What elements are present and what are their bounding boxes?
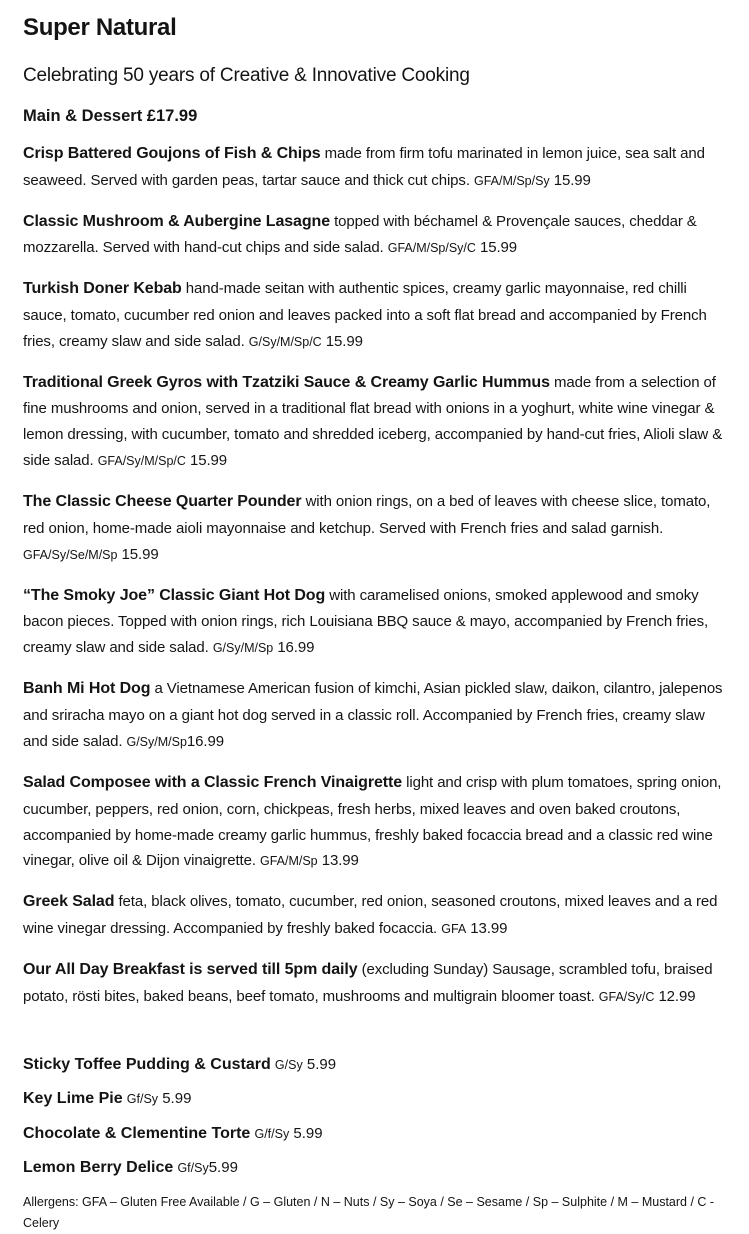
item-description: light and crisp with plum tomatoes, spring onion, cucumber, peppers, red onion, corn, chickpeas, fresh herbs, mixed leaves and oven baked croutons, accompanied by home-made creamy garlic hummus, freshly baked focaccia bread and a classic red wine vinegar, olive oil & Dijon vinaigrette.: [23, 773, 722, 870]
item-allergen-codes: GFA/M/Sp: [259, 854, 318, 869]
menu-item: [23, 675, 725, 755]
item-description: made from firm tofu marinated in lemon juice, sea salt and seaweed. Served with garden peas, tartar sauce and thick cut chips.: [23, 145, 705, 189]
dessert-allergen-codes: G/Sy: [274, 1057, 303, 1072]
menu-item: [23, 140, 725, 194]
menu-item: [23, 956, 725, 1010]
item-allergen-codes: GFA/Sy/Se/M/Sp: [23, 547, 118, 562]
item-description: with caramelised onions, smoked applewood and smoky bacon pieces. Topped with onion rings, rich Louisiana BBQ sauce & mayo, accompanied by French fries, creamy slaw and side salad.: [23, 586, 709, 657]
item-name: “The Smoky Joe” Classic Giant Hot Dog: [23, 586, 326, 604]
dessert-price: 5.99: [302, 1055, 337, 1073]
dessert-item: [23, 1088, 725, 1110]
desserts-list: [23, 1054, 725, 1179]
item-price: 12.99: [654, 987, 696, 1005]
item-price: 15.99: [475, 239, 518, 257]
item-name: Turkish Doner Kebab: [23, 280, 182, 298]
item-allergen-codes: G/Sy/M/Sp: [212, 641, 274, 656]
menu-item: [23, 582, 725, 662]
item-description: feta, black olives, tomato, cucumber, red onion, seasoned croutons, mixed leaves and a red wine vinegar dressing. Accompanied by freshly baked focaccia.: [23, 893, 718, 938]
item-allergen-codes: G/Sy/M/Sp: [126, 734, 187, 749]
dessert-name: Chocolate & Clementine Torte: [23, 1124, 251, 1142]
dessert-allergen-codes: G/f/Sy: [254, 1126, 290, 1141]
menu-item: [23, 488, 725, 568]
dessert-name: Lemon Berry Delice: [23, 1159, 174, 1177]
item-description: made from a selection of fine mushrooms and onion, served in a traditional flat bread with onions in a yoghurt, white wine vinegar & lemon dressing, with cucumber, tomato and shredded iceberg, accompanied by hand-cut fries, Alioli slaw & side salad.: [23, 373, 723, 470]
allergen-key: Allergens: GFA – Gluten Free Available / G – Gluten / N – Nuts / Sy – Soya / Se – Sesame / Sp – Sulphite / M – Mustard / C - Celery: [23, 1194, 715, 1231]
item-price: 15.99: [321, 332, 363, 350]
item-name: Our All Day Breakfast is served till 5pm daily: [23, 960, 358, 978]
dessert-name: Sticky Toffee Pudding & Custard: [23, 1055, 271, 1073]
item-price: 16.99: [186, 732, 224, 750]
dessert-allergen-codes: Gf/Sy: [126, 1092, 159, 1107]
menu-item: [23, 275, 725, 355]
item-name: Banh Mi Hot Dog: [23, 680, 151, 698]
dessert-price: 5.99: [289, 1124, 323, 1142]
item-price: 13.99: [317, 852, 359, 870]
item-allergen-codes: GFA/M/Sp/Sy/C: [387, 241, 476, 256]
deal-heading: Main & Dessert £17.99: [23, 107, 198, 125]
page-title: Super Natural: [23, 14, 177, 41]
dessert-price: 5.99: [208, 1159, 238, 1177]
item-description: hand-made seitan with authentic spices, creamy garlic mayonnaise, red chilli sauce, tomato, cucumber red onion and leaves packed into a soft flat bread and accompanied by French fries, creamy slaw and side salad.: [23, 280, 707, 350]
menu-item: [23, 208, 725, 262]
item-description: topped with béchamel & Provençale sauces, cheddar & mozzarella. Served with hand-cut chips and side salad.: [23, 212, 697, 257]
page-subtitle: Celebrating 50 years of Creative & Innovative Cooking: [23, 65, 470, 86]
menu-item: [23, 769, 725, 874]
menu-item: [23, 888, 725, 942]
item-name: Classic Mushroom & Aubergine Lasagne: [23, 212, 330, 230]
item-price: 15.99: [185, 452, 228, 470]
item-price: 15.99: [549, 171, 591, 189]
item-allergen-codes: G/Sy/M/Sp/C: [248, 334, 322, 349]
item-allergen-codes: GFA/M/Sp/Sy: [473, 173, 550, 188]
dessert-item: [23, 1054, 725, 1076]
menu-item: [23, 369, 725, 474]
item-description: a Vietnamese American fusion of kimchi, Asian pickled slaw, daikon, cilantro, jalepenos and sriracha mayo on a giant hot dog served in a classic roll. Accompanied by French fries, creamy slaw and side salad.: [23, 680, 723, 750]
mains-list: [23, 140, 725, 1010]
item-name: Greek Salad: [23, 893, 115, 911]
item-price: 13.99: [466, 920, 508, 938]
item-name: Crisp Battered Goujons of Fish & Chips: [23, 145, 321, 162]
item-allergen-codes: GFA/Sy/C: [598, 989, 655, 1004]
item-name: The Classic Cheese Quarter Pounder: [23, 493, 302, 511]
dessert-name: Key Lime Pie: [23, 1090, 123, 1108]
item-price: 16.99: [273, 639, 315, 657]
item-allergen-codes: GFA: [441, 922, 467, 937]
dessert-item: [23, 1157, 725, 1179]
item-name: Traditional Greek Gyros with Tzatziki Sauce & Creamy Garlic Hummus: [23, 373, 550, 391]
dessert-price: 5.99: [158, 1090, 192, 1108]
dessert-allergen-codes: Gf/Sy: [177, 1161, 209, 1176]
item-price: 15.99: [117, 545, 159, 563]
item-allergen-codes: GFA/Sy/M/Sp/C: [97, 454, 186, 469]
item-name: Salad Composee with a Classic French Vinaigrette: [23, 773, 403, 791]
item-description: (excluding Sunday) Sausage, scrambled tofu, braised potato, rösti bites, baked beans, beef tomato, mushrooms and multigrain bloomer toast.: [23, 960, 713, 1005]
dessert-item: [23, 1123, 725, 1145]
item-description: with onion rings, on a bed of leaves with cheese slice, tomato, red onion, home-made aioli mayonnaise and ketchup. Served with French fries and salad garnish.: [23, 493, 711, 537]
